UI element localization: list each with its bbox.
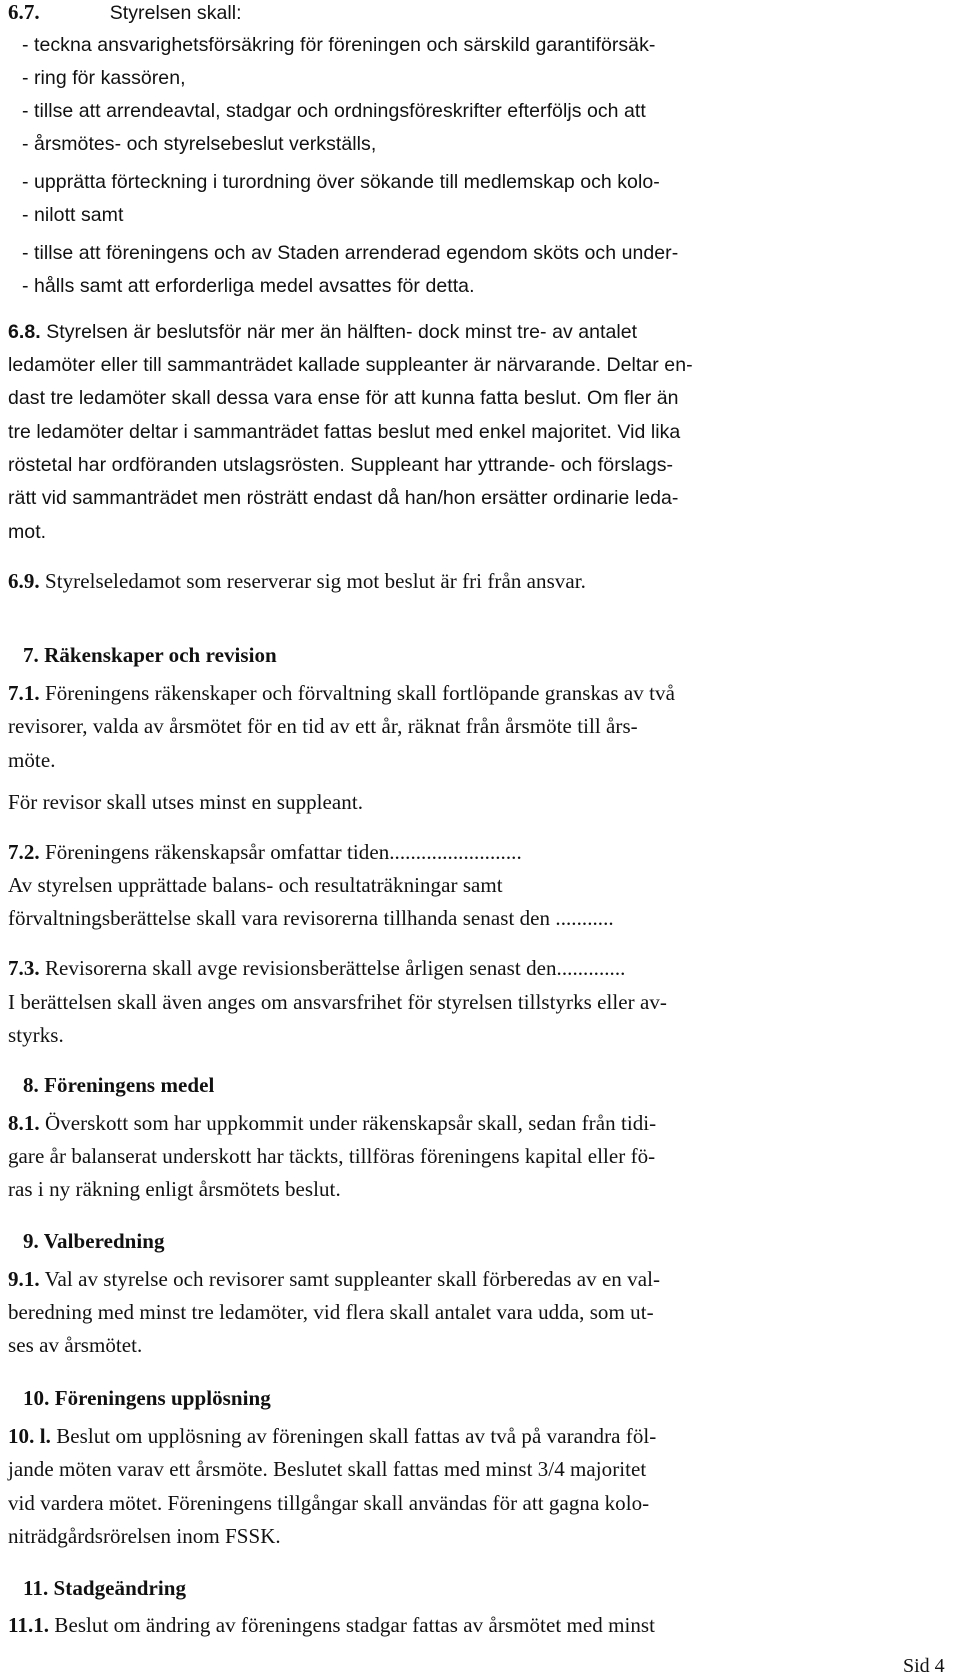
paragraph-line [8,320,637,344]
paragraph-line [8,1111,656,1135]
paragraph-line: vid vardera mötet. Föreningens tillgångar skall användas för att gagna kolo- [8,1491,650,1515]
paragraph-text: Val av styrelse och revisorer samt suppleanter skall förberedas av en val- [39,1267,661,1291]
paragraph-line [8,1424,656,1448]
paragraph-line: tre ledamöter deltar i sammanträdet fattas beslut med enkel majoritet. Vid lika [8,421,681,443]
paragraph-line [8,1613,655,1637]
paragraph-text: Föreningens räkenskapsår omfattar tiden......................... [39,840,522,864]
section-number: 11.1. [8,1613,50,1637]
section-number: 9.1. [8,1267,40,1291]
list-item: - nilott samt [22,204,124,226]
paragraph-line: niträdgårdsrörelsen inom FSSK. [8,1524,281,1548]
heading-9: 9. Valberedning [23,1229,165,1253]
list-item: - tillse att föreningens och av Staden arrenderad egendom sköts och under- [22,242,679,264]
list-item: - upprätta förteckning i turordning över sökande till medlemskap och kolo- [22,171,660,193]
paragraph-text: Styrelsen är beslutsför när mer än hälften- dock minst tre- av antalet [40,321,638,343]
section-title: Styrelsen skall: [109,2,242,24]
heading-8: 8. Föreningens medel [23,1073,215,1097]
heading-11: 11. Stadgeändring [23,1576,187,1600]
paragraph-line: revisorer, valda av årsmötet för en tid av ett år, räknat från årsmöte till års- [8,714,638,738]
paragraph-line: ras i ny räkning enligt årsmötets beslut. [8,1177,341,1201]
section-number: 7.3. [8,956,40,980]
list-item: - teckna ansvarighetsförsäkring för föreningen och särskild garantiförsäk- [22,34,656,56]
heading-10: 10. Föreningens upplösning [23,1386,271,1410]
paragraph-line: beredning med minst tre ledamöter, vid flera skall antalet vara udda, som ut- [8,1300,654,1324]
paragraph-text: Beslut om ändring av föreningens stadgar fattas av årsmötet med minst [49,1613,656,1637]
list-item: - hålls samt att erforderliga medel avsattes för detta. [22,275,475,297]
list-item: - ring för kassören, [22,67,186,89]
paragraph-line: För revisor skall utses minst en suppleant. [8,790,364,814]
paragraph-text: Revisorerna skall avge revisionsberättelse årligen senast den............. [39,956,626,980]
paragraph-line [8,956,625,980]
paragraph-line: möte. [8,748,56,772]
paragraph-line: Av styrelsen upprättade balans- och resultaträkningar samt [8,873,503,897]
list-item: - årsmötes- och styrelsebeslut verkställs, [22,133,377,155]
paragraph-text: Styrelseledamot som reserverar sig mot beslut är fri från ansvar. [39,569,586,593]
paragraph-line: rätt vid sammanträdet men rösträtt endast då han/hon ersätter ordinarie leda- [8,487,679,509]
paragraph-line: mot. [8,521,47,543]
paragraph-line: jande möten varav ett årsmöte. Beslutet skall fattas med minst 3/4 majoritet [8,1457,647,1481]
paragraph-line: I berättelsen skall även anges om ansvarsfrihet för styrelsen tillstyrks eller av- [8,990,667,1014]
section-number: 6.7. [8,0,40,24]
page-number: Sid 4 [903,1655,945,1677]
paragraph-line [8,681,675,705]
paragraph-line: dast tre ledamöter skall dessa vara ense för att kunna fatta beslut. Om fler än [8,387,679,409]
paragraph-line: ledamöter eller till sammanträdet kallade suppleanter är närvarande. Deltar en- [8,354,693,376]
paragraph-text: Överskott som har uppkommit under räkenskapsår skall, sedan från tidi- [39,1111,657,1135]
paragraph-line: förvaltningsberättelse skall vara revisorerna tillhanda senast den ........... [8,906,614,930]
paragraph-line: röstetal har ordföranden utslagsrösten. Suppleant har yttrande- och förslags- [8,454,674,476]
paragraph-line [8,1267,660,1291]
section-number: 10. l. [8,1424,51,1448]
section-number: 7.2. [8,840,40,864]
paragraph-text: Föreningens räkenskaper och förvaltning skall fortlöpande granskas av två [39,681,675,705]
paragraph-line: styrks. [8,1023,64,1047]
paragraph-line: gare år balanserat underskott har täckts, tillföras föreningens kapital eller fö- [8,1144,656,1168]
paragraph-line [8,569,586,593]
list-item: - tillse att arrendeavtal, stadgar och ordningsföreskrifter efterföljs och att [22,100,646,122]
paragraph-line [8,840,522,864]
section-number: 6.8. [8,321,41,343]
paragraph-text: Beslut om upplösning av föreningen skall fattas av två på varandra föl- [50,1424,657,1448]
paragraph-line: ses av årsmötet. [8,1333,143,1357]
section-number: 8.1. [8,1111,40,1135]
heading-7: 7. Räkenskaper och revision [23,643,277,667]
section-6-7-heading [8,0,242,25]
section-number: 7.1. [8,681,40,705]
section-number: 6.9. [8,569,40,593]
